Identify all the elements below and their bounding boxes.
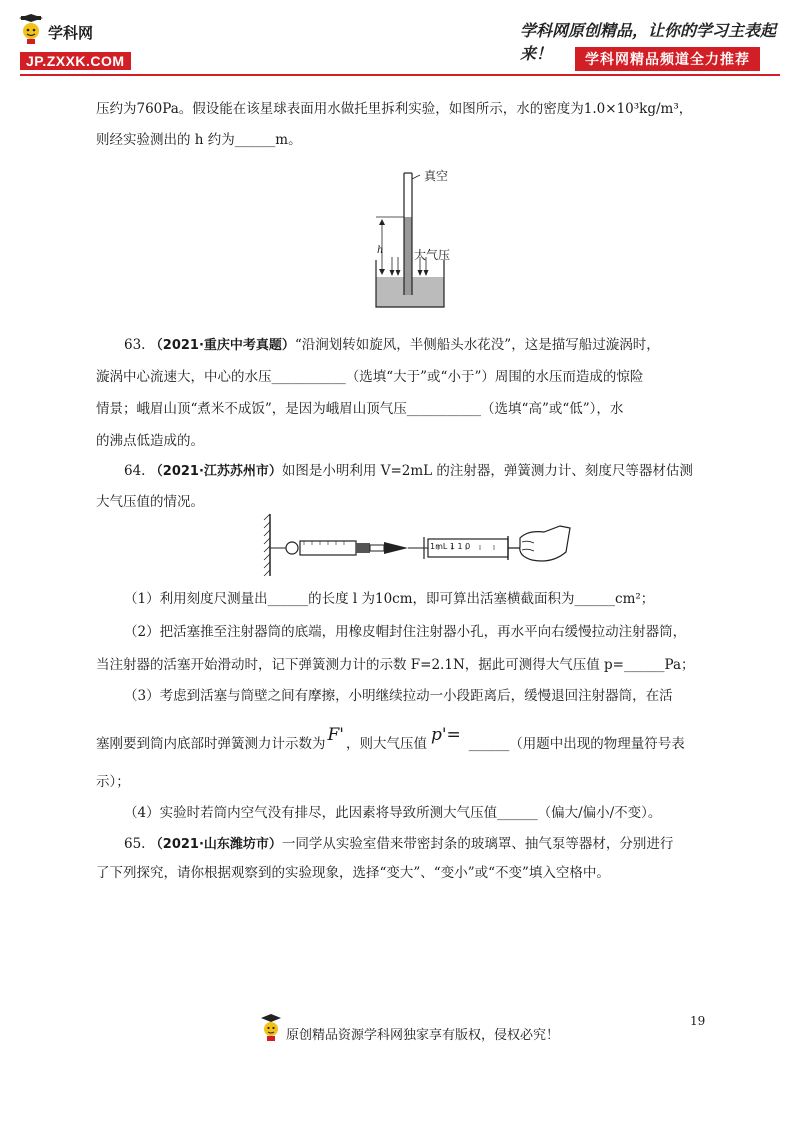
syringe-figure [262, 512, 572, 582]
logo-url: JP.ZXXK.COM [20, 52, 131, 70]
header-rule [20, 74, 780, 76]
torricelli-h-label: h [377, 245, 384, 256]
syringe-scale-label: 1mL 1 1 0 [430, 542, 471, 551]
logo-name: 学科网 [48, 24, 94, 42]
q64-sub-3b-text-2: ，则大气压值 [345, 736, 427, 752]
torricelli-atm-label: 大气压 [414, 248, 451, 262]
q64-sub-3c: 示）； [96, 774, 130, 790]
q65-number: 65. [124, 836, 146, 852]
q63-number: 63. [124, 337, 146, 353]
q64-tag: （2021·江苏苏州市） [149, 464, 282, 479]
q63-line-4: 的沸点低造成的。 [96, 433, 204, 449]
q63-line-1 [124, 335, 660, 356]
header [0, 0, 800, 90]
q64-sub-3b [96, 725, 685, 754]
q64-sub-2a: （2）把活塞推至注射器筒的底端，用橡皮帽封住注射器小孔，再水平向右缓慢拉动注射器筒， [124, 624, 687, 640]
header-banner: 学科网精品频道全力推荐 [575, 47, 760, 71]
q64-sub-3b-force: F' [327, 725, 344, 745]
q64-sub-3a: （3）考虑到活塞与筒壁之间有摩擦，小明继续拉动一小段距离后，缓慢退回注射器筒，在活 [124, 688, 673, 704]
logo-mascot-icon [18, 14, 44, 44]
q65-text: 一同学从实验室借来带密封条的玻璃罩、抽气泵等器材，分别进行 [281, 836, 674, 852]
footer-mascot-icon [260, 1014, 282, 1042]
torricelli-vacuum-label: 真空 [424, 169, 449, 183]
q63-line-2: 漩涡中心流速大，中心的水压___________（选填“大于”或“小于”）周围的水压而造成的惊险 [96, 369, 644, 385]
q65-tag: （2021·山东潍坊市） [149, 837, 282, 852]
q64-text: 如图是小明利用 V=2mL 的注射器，弹簧测力计、刻度尺等器材估测 [281, 463, 693, 479]
q63-text: “沿涧划转如旋风，半侧船头水花没”，这是描写船过漩涡时， [294, 337, 660, 353]
q64-sub-4: （4）实验时若筒内空气没有排尽，此因素将导致所测大气压值______（偏大/偏小/不变）。 [124, 805, 662, 821]
q65-line-2: 了下列探究，请你根据观察到的实验现象，选择“变大”、“变小”或“不变”填入空格中。 [96, 865, 610, 881]
q64-sub-2b: 当注射器的活塞开始滑动时，记下弹簧测力计的示数 F=2.1N，据此可测得大气压值 p=______Pa； [96, 657, 695, 673]
q64-line-1 [124, 461, 693, 482]
q64-sub-3b-pressure: p'= [430, 725, 461, 745]
q63-line-3: 情景；峨眉山顶“煮米不成饭”，是因为峨眉山顶气压___________（选填“高”或“低”），水 [96, 401, 624, 417]
header-slogan: 学科网原创精品，让你的学习主表起来！ [520, 21, 777, 63]
q64-number: 64. [124, 463, 146, 479]
q64-sub-3b-text-3: ______（用题中出现的物理量符号表 [468, 736, 685, 752]
q64-sub-3b-text-1: 塞刚要到筒内底部时弹簧测力计示数为 [96, 736, 326, 752]
page-number: 19 [690, 1014, 706, 1028]
q62-line-2: 则经实验测出的 h 约为______m。 [96, 132, 302, 148]
torricelli-figure [370, 165, 480, 315]
q63-tag: （2021·重庆中考真题） [149, 338, 295, 353]
q64-line-2: 大气压值的情况。 [96, 494, 204, 510]
q62-line-1: 压约为760Pa。假设能在该星球表面用水做托里拆利实验，如图所示，水的密度为1.0×10³kg/m³， [96, 101, 693, 117]
q64-sub-1: （1）利用刻度尺测量出______的长度 l 为10cm，即可算出活塞横截面积为______cm²； [124, 591, 655, 607]
q65-line-1 [124, 834, 673, 855]
footer-copyright: 原创精品资源学科网独家享有版权，侵权必究！ [286, 1028, 560, 1043]
